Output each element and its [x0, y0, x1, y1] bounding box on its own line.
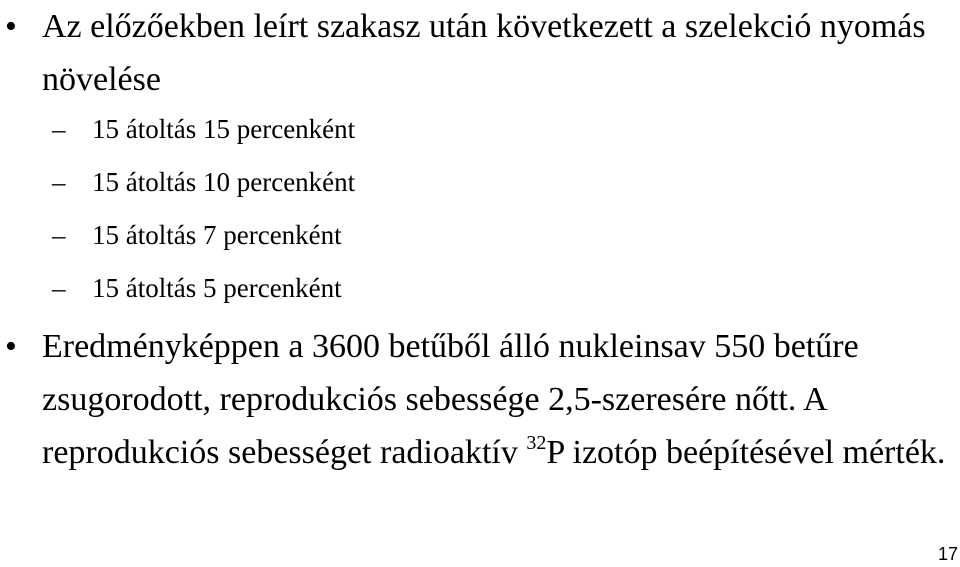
bullet-row: [0, 0, 950, 106]
sub-item-15-min: [0, 103, 900, 156]
bullet-text: Az előzőekben leírt szakasz után következett a szelekció nyomás növelése: [42, 8, 926, 98]
bullet-text-main: Eredményképpen a 3600 betűből álló nukleinsav 550 betűre zsugorodott, reprodukciós sebessége 2,5-szeresére nőtt. A reprodukciós sebességet radioaktív: [42, 328, 859, 471]
sub-item-text: 15 átoltás 10 percenként: [92, 167, 356, 197]
dash-icon: –: [52, 220, 66, 250]
bullet-row: [0, 320, 950, 479]
sub-item-text: 15 átoltás 5 percenként: [92, 273, 342, 303]
dash-icon: –: [52, 114, 66, 144]
dash-icon: –: [52, 273, 66, 303]
sub-item-10-min: [0, 156, 900, 209]
sub-item-text: 15 átoltás 15 percenként: [92, 114, 356, 144]
bullet-text-end: P izotóp beépítésével mérték.: [546, 434, 946, 471]
dash-icon: –: [52, 167, 66, 197]
bullet-item-selection-pressure: [0, 0, 950, 106]
sub-item-text: 15 átoltás 7 percenként: [92, 220, 342, 250]
bullet-icon: •: [5, 8, 17, 45]
bullet-item-result: [0, 320, 950, 479]
bullet-icon: •: [5, 328, 17, 365]
page-number: 17: [937, 544, 958, 564]
sub-item-7-min: [0, 209, 900, 262]
sub-list-transfers: [0, 103, 900, 315]
sub-item-5-min: [0, 262, 900, 315]
isotope-superscript: 32: [526, 432, 547, 454]
